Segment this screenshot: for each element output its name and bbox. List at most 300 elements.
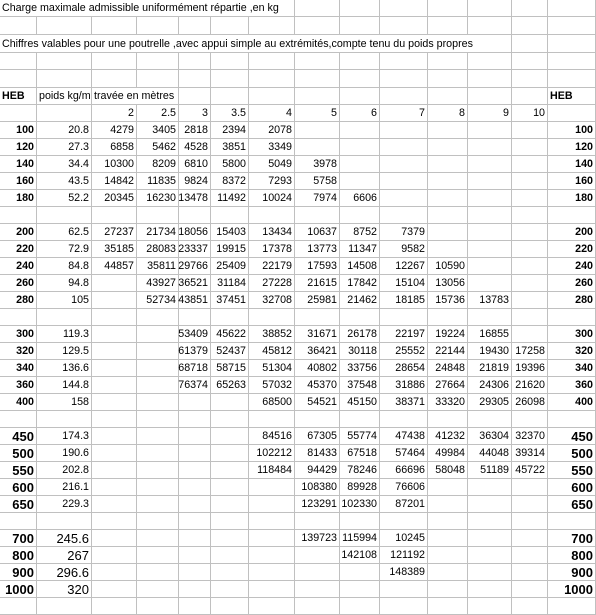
empty-cell[interactable] xyxy=(548,513,596,530)
empty-cell[interactable] xyxy=(179,70,211,88)
heb-label-right[interactable]: 400 xyxy=(548,394,596,411)
empty-cell[interactable] xyxy=(512,224,548,241)
empty-cell[interactable] xyxy=(468,139,512,156)
empty-cell[interactable] xyxy=(340,122,380,139)
heb-label-left[interactable]: 140 xyxy=(0,156,37,173)
empty-cell[interactable] xyxy=(92,462,137,479)
load-cell[interactable]: 22144 xyxy=(428,343,468,360)
load-cell[interactable]: 28083 xyxy=(137,241,179,258)
empty-cell[interactable] xyxy=(295,598,340,615)
empty-cell[interactable] xyxy=(295,309,340,326)
empty-cell[interactable] xyxy=(137,207,179,224)
heb-label-left[interactable]: 200 xyxy=(0,224,37,241)
empty-cell[interactable] xyxy=(211,309,249,326)
heb-label-right[interactable]: 340 xyxy=(548,360,596,377)
empty-cell[interactable] xyxy=(0,411,37,428)
load-cell[interactable]: 43927 xyxy=(137,275,179,292)
empty-cell[interactable] xyxy=(512,241,548,258)
sheet-title[interactable]: Charge maximale admissible uniformément répartie ,en kg xyxy=(0,0,295,17)
empty-cell[interactable] xyxy=(295,207,340,224)
empty-cell[interactable] xyxy=(0,17,37,35)
empty-cell[interactable] xyxy=(179,53,211,70)
load-cell[interactable]: 36521 xyxy=(179,275,211,292)
empty-cell[interactable] xyxy=(249,598,295,615)
empty-cell[interactable] xyxy=(428,70,468,88)
heb-label-left[interactable]: 280 xyxy=(0,292,37,309)
heb-label-right[interactable]: 800 xyxy=(548,547,596,564)
empty-cell[interactable] xyxy=(37,598,92,615)
span-header[interactable]: 2.5 xyxy=(137,105,179,122)
empty-cell[interactable] xyxy=(92,530,137,547)
weight-cell[interactable]: 229.3 xyxy=(37,496,92,513)
load-cell[interactable]: 76374 xyxy=(179,377,211,394)
header-weight[interactable]: poids kg/m xyxy=(37,88,92,105)
empty-cell[interactable] xyxy=(428,173,468,190)
empty-cell[interactable] xyxy=(380,513,428,530)
empty-cell[interactable] xyxy=(211,513,249,530)
empty-cell[interactable] xyxy=(0,207,37,224)
weight-cell[interactable]: 43.5 xyxy=(37,173,92,190)
empty-cell[interactable] xyxy=(211,496,249,513)
empty-cell[interactable] xyxy=(548,411,596,428)
load-cell[interactable]: 27237 xyxy=(92,224,137,241)
empty-cell[interactable] xyxy=(380,70,428,88)
load-cell[interactable]: 21615 xyxy=(295,275,340,292)
empty-cell[interactable] xyxy=(468,275,512,292)
load-cell[interactable]: 40802 xyxy=(295,360,340,377)
empty-cell[interactable] xyxy=(428,309,468,326)
load-cell[interactable]: 22179 xyxy=(249,258,295,275)
load-cell[interactable]: 45812 xyxy=(249,343,295,360)
heb-label-right[interactable]: 500 xyxy=(548,445,596,462)
load-cell[interactable]: 31886 xyxy=(380,377,428,394)
load-cell[interactable]: 68500 xyxy=(249,394,295,411)
empty-cell[interactable] xyxy=(179,496,211,513)
empty-cell[interactable] xyxy=(92,513,137,530)
load-cell[interactable]: 5049 xyxy=(249,156,295,173)
load-cell[interactable]: 4528 xyxy=(179,139,211,156)
empty-cell[interactable] xyxy=(512,547,548,564)
empty-cell[interactable] xyxy=(92,496,137,513)
weight-cell[interactable]: 245.6 xyxy=(37,530,92,547)
heb-label-left[interactable]: 1000 xyxy=(0,581,37,598)
empty-cell[interactable] xyxy=(92,275,137,292)
empty-cell[interactable] xyxy=(340,53,380,70)
empty-cell[interactable] xyxy=(92,326,137,343)
load-cell[interactable]: 13056 xyxy=(428,275,468,292)
empty-cell[interactable] xyxy=(512,496,548,513)
heb-label-left[interactable]: 650 xyxy=(0,496,37,513)
empty-cell[interactable] xyxy=(249,581,295,598)
empty-cell[interactable] xyxy=(0,70,37,88)
empty-cell[interactable] xyxy=(92,343,137,360)
load-cell[interactable]: 3851 xyxy=(211,139,249,156)
empty-cell[interactable] xyxy=(428,122,468,139)
empty-cell[interactable] xyxy=(468,88,512,105)
empty-cell[interactable] xyxy=(137,377,179,394)
empty-cell[interactable] xyxy=(512,581,548,598)
load-cell[interactable]: 58048 xyxy=(428,462,468,479)
load-cell[interactable]: 5462 xyxy=(137,139,179,156)
weight-cell[interactable]: 216.1 xyxy=(37,479,92,496)
empty-cell[interactable] xyxy=(179,581,211,598)
empty-cell[interactable] xyxy=(468,0,512,17)
weight-cell[interactable]: 84.8 xyxy=(37,258,92,275)
empty-cell[interactable] xyxy=(380,411,428,428)
empty-cell[interactable] xyxy=(512,411,548,428)
heb-label-left[interactable]: 360 xyxy=(0,377,37,394)
empty-cell[interactable] xyxy=(211,598,249,615)
empty-cell[interactable] xyxy=(295,139,340,156)
heb-label-right[interactable]: 600 xyxy=(548,479,596,496)
empty-cell[interactable] xyxy=(512,292,548,309)
load-cell[interactable]: 9824 xyxy=(179,173,211,190)
load-cell[interactable]: 53409 xyxy=(179,326,211,343)
empty-cell[interactable] xyxy=(0,309,37,326)
empty-cell[interactable] xyxy=(249,53,295,70)
load-cell[interactable]: 36304 xyxy=(468,428,512,445)
empty-cell[interactable] xyxy=(468,70,512,88)
empty-cell[interactable] xyxy=(428,207,468,224)
empty-cell[interactable] xyxy=(249,479,295,496)
heb-label-left[interactable]: 900 xyxy=(0,564,37,581)
load-cell[interactable]: 52437 xyxy=(211,343,249,360)
empty-cell[interactable] xyxy=(179,462,211,479)
empty-cell[interactable] xyxy=(468,173,512,190)
heb-label-right[interactable]: 700 xyxy=(548,530,596,547)
load-cell[interactable]: 121192 xyxy=(380,547,428,564)
load-cell[interactable]: 61379 xyxy=(179,343,211,360)
load-cell[interactable]: 142108 xyxy=(340,547,380,564)
load-cell[interactable]: 33756 xyxy=(340,360,380,377)
load-cell[interactable]: 6810 xyxy=(179,156,211,173)
empty-cell[interactable] xyxy=(0,105,37,122)
heb-label-left[interactable]: 600 xyxy=(0,479,37,496)
load-cell[interactable]: 25552 xyxy=(380,343,428,360)
empty-cell[interactable] xyxy=(468,224,512,241)
load-cell[interactable]: 16230 xyxy=(137,190,179,207)
empty-cell[interactable] xyxy=(137,17,179,35)
load-cell[interactable]: 3405 xyxy=(137,122,179,139)
heb-label-left[interactable]: 160 xyxy=(0,173,37,190)
empty-cell[interactable] xyxy=(548,17,596,35)
load-cell[interactable]: 14508 xyxy=(340,258,380,275)
empty-cell[interactable] xyxy=(92,428,137,445)
empty-cell[interactable] xyxy=(428,513,468,530)
load-cell[interactable]: 68718 xyxy=(179,360,211,377)
empty-cell[interactable] xyxy=(137,462,179,479)
empty-cell[interactable] xyxy=(380,0,428,17)
load-cell[interactable]: 35185 xyxy=(92,241,137,258)
empty-cell[interactable] xyxy=(468,17,512,35)
load-cell[interactable]: 25409 xyxy=(211,258,249,275)
empty-cell[interactable] xyxy=(340,513,380,530)
load-cell[interactable]: 26098 xyxy=(512,394,548,411)
load-cell[interactable]: 45370 xyxy=(295,377,340,394)
empty-cell[interactable] xyxy=(92,581,137,598)
empty-cell[interactable] xyxy=(92,292,137,309)
empty-cell[interactable] xyxy=(92,17,137,35)
empty-cell[interactable] xyxy=(468,598,512,615)
empty-cell[interactable] xyxy=(512,17,548,35)
load-cell[interactable]: 4279 xyxy=(92,122,137,139)
empty-cell[interactable] xyxy=(340,207,380,224)
empty-cell[interactable] xyxy=(380,581,428,598)
load-cell[interactable]: 30118 xyxy=(340,343,380,360)
empty-cell[interactable] xyxy=(512,156,548,173)
empty-cell[interactable] xyxy=(468,496,512,513)
heb-label-right[interactable]: 260 xyxy=(548,275,596,292)
span-header[interactable]: 2 xyxy=(92,105,137,122)
empty-cell[interactable] xyxy=(380,598,428,615)
load-cell[interactable]: 148389 xyxy=(380,564,428,581)
weight-cell[interactable]: 94.8 xyxy=(37,275,92,292)
heb-label-left[interactable]: 450 xyxy=(0,428,37,445)
load-cell[interactable]: 27228 xyxy=(249,275,295,292)
load-cell[interactable]: 102212 xyxy=(249,445,295,462)
heb-label-left[interactable]: 500 xyxy=(0,445,37,462)
heb-label-left[interactable]: 120 xyxy=(0,139,37,156)
load-cell[interactable]: 19430 xyxy=(468,343,512,360)
heb-label-right[interactable]: 650 xyxy=(548,496,596,513)
weight-cell[interactable]: 136.6 xyxy=(37,360,92,377)
empty-cell[interactable] xyxy=(211,564,249,581)
empty-cell[interactable] xyxy=(249,411,295,428)
heb-label-right[interactable]: 450 xyxy=(548,428,596,445)
weight-cell[interactable]: 158 xyxy=(37,394,92,411)
heb-label-right[interactable]: 360 xyxy=(548,377,596,394)
empty-cell[interactable] xyxy=(468,190,512,207)
load-cell[interactable]: 41232 xyxy=(428,428,468,445)
empty-cell[interactable] xyxy=(179,394,211,411)
empty-cell[interactable] xyxy=(137,496,179,513)
load-cell[interactable]: 76606 xyxy=(380,479,428,496)
empty-cell[interactable] xyxy=(512,207,548,224)
load-cell[interactable]: 33320 xyxy=(428,394,468,411)
empty-cell[interactable] xyxy=(380,17,428,35)
load-cell[interactable]: 36421 xyxy=(295,343,340,360)
load-cell[interactable]: 54521 xyxy=(295,394,340,411)
span-header[interactable]: 5 xyxy=(295,105,340,122)
empty-cell[interactable] xyxy=(380,122,428,139)
empty-cell[interactable] xyxy=(137,360,179,377)
empty-cell[interactable] xyxy=(512,513,548,530)
empty-cell[interactable] xyxy=(428,0,468,17)
empty-cell[interactable] xyxy=(37,53,92,70)
empty-cell[interactable] xyxy=(179,530,211,547)
empty-cell[interactable] xyxy=(179,479,211,496)
load-cell[interactable]: 8372 xyxy=(211,173,249,190)
span-header[interactable]: 9 xyxy=(468,105,512,122)
empty-cell[interactable] xyxy=(428,581,468,598)
empty-cell[interactable] xyxy=(137,326,179,343)
load-cell[interactable]: 10024 xyxy=(249,190,295,207)
empty-cell[interactable] xyxy=(428,564,468,581)
empty-cell[interactable] xyxy=(137,53,179,70)
empty-cell[interactable] xyxy=(512,190,548,207)
load-cell[interactable]: 13773 xyxy=(295,241,340,258)
load-cell[interactable]: 39314 xyxy=(512,445,548,462)
span-header[interactable]: 7 xyxy=(380,105,428,122)
empty-cell[interactable] xyxy=(468,530,512,547)
load-cell[interactable]: 32370 xyxy=(512,428,548,445)
empty-cell[interactable] xyxy=(179,309,211,326)
load-cell[interactable]: 16855 xyxy=(468,326,512,343)
empty-cell[interactable] xyxy=(137,513,179,530)
empty-cell[interactable] xyxy=(37,17,92,35)
empty-cell[interactable] xyxy=(428,156,468,173)
empty-cell[interactable] xyxy=(137,70,179,88)
empty-cell[interactable] xyxy=(249,70,295,88)
empty-cell[interactable] xyxy=(512,70,548,88)
heb-label-left[interactable]: 550 xyxy=(0,462,37,479)
heb-label-right[interactable]: 160 xyxy=(548,173,596,190)
load-cell[interactable]: 7379 xyxy=(380,224,428,241)
heb-label-right[interactable]: 280 xyxy=(548,292,596,309)
empty-cell[interactable] xyxy=(468,258,512,275)
empty-cell[interactable] xyxy=(92,411,137,428)
empty-cell[interactable] xyxy=(468,207,512,224)
empty-cell[interactable] xyxy=(137,411,179,428)
load-cell[interactable]: 52734 xyxy=(137,292,179,309)
empty-cell[interactable] xyxy=(512,0,548,17)
weight-cell[interactable]: 320 xyxy=(37,581,92,598)
empty-cell[interactable] xyxy=(340,411,380,428)
heb-label-right[interactable]: 120 xyxy=(548,139,596,156)
empty-cell[interactable] xyxy=(380,207,428,224)
empty-cell[interactable] xyxy=(512,275,548,292)
empty-cell[interactable] xyxy=(380,156,428,173)
load-cell[interactable]: 24306 xyxy=(468,377,512,394)
empty-cell[interactable] xyxy=(468,564,512,581)
empty-cell[interactable] xyxy=(512,173,548,190)
load-cell[interactable]: 15104 xyxy=(380,275,428,292)
load-cell[interactable]: 94429 xyxy=(295,462,340,479)
load-cell[interactable]: 17842 xyxy=(340,275,380,292)
span-header[interactable]: 8 xyxy=(428,105,468,122)
load-cell[interactable]: 11492 xyxy=(211,190,249,207)
empty-cell[interactable] xyxy=(468,156,512,173)
empty-cell[interactable] xyxy=(548,105,596,122)
load-cell[interactable]: 8209 xyxy=(137,156,179,173)
empty-cell[interactable] xyxy=(468,241,512,258)
empty-cell[interactable] xyxy=(92,309,137,326)
load-cell[interactable]: 108380 xyxy=(295,479,340,496)
load-cell[interactable]: 20345 xyxy=(92,190,137,207)
load-cell[interactable]: 10245 xyxy=(380,530,428,547)
load-cell[interactable]: 9582 xyxy=(380,241,428,258)
load-cell[interactable]: 45150 xyxy=(340,394,380,411)
heb-label-left[interactable]: 300 xyxy=(0,326,37,343)
load-cell[interactable]: 13783 xyxy=(468,292,512,309)
empty-cell[interactable] xyxy=(137,343,179,360)
empty-cell[interactable] xyxy=(295,122,340,139)
empty-cell[interactable] xyxy=(137,394,179,411)
empty-cell[interactable] xyxy=(249,530,295,547)
heb-label-left[interactable]: 320 xyxy=(0,343,37,360)
load-cell[interactable]: 19915 xyxy=(211,241,249,258)
load-cell[interactable]: 102330 xyxy=(340,496,380,513)
empty-cell[interactable] xyxy=(92,70,137,88)
empty-cell[interactable] xyxy=(468,411,512,428)
load-cell[interactable]: 21462 xyxy=(340,292,380,309)
load-cell[interactable]: 15736 xyxy=(428,292,468,309)
empty-cell[interactable] xyxy=(211,462,249,479)
load-cell[interactable]: 10637 xyxy=(295,224,340,241)
load-cell[interactable]: 65263 xyxy=(211,377,249,394)
empty-cell[interactable] xyxy=(380,190,428,207)
empty-cell[interactable] xyxy=(92,53,137,70)
empty-cell[interactable] xyxy=(211,394,249,411)
heb-label-left[interactable]: 180 xyxy=(0,190,37,207)
load-cell[interactable]: 57464 xyxy=(380,445,428,462)
load-cell[interactable]: 44048 xyxy=(468,445,512,462)
empty-cell[interactable] xyxy=(380,309,428,326)
empty-cell[interactable] xyxy=(428,53,468,70)
empty-cell[interactable] xyxy=(340,156,380,173)
load-cell[interactable]: 7293 xyxy=(249,173,295,190)
empty-cell[interactable] xyxy=(428,411,468,428)
load-cell[interactable]: 2078 xyxy=(249,122,295,139)
load-cell[interactable]: 37451 xyxy=(211,292,249,309)
weight-cell[interactable]: 119.3 xyxy=(37,326,92,343)
empty-cell[interactable] xyxy=(211,445,249,462)
empty-cell[interactable] xyxy=(428,598,468,615)
empty-cell[interactable] xyxy=(380,173,428,190)
load-cell[interactable]: 22197 xyxy=(380,326,428,343)
empty-cell[interactable] xyxy=(249,564,295,581)
empty-cell[interactable] xyxy=(295,88,340,105)
heb-label-left[interactable]: 800 xyxy=(0,547,37,564)
load-cell[interactable]: 10590 xyxy=(428,258,468,275)
empty-cell[interactable] xyxy=(179,445,211,462)
empty-cell[interactable] xyxy=(211,17,249,35)
load-cell[interactable]: 67518 xyxy=(340,445,380,462)
load-cell[interactable]: 123291 xyxy=(295,496,340,513)
load-cell[interactable]: 87201 xyxy=(380,496,428,513)
empty-cell[interactable] xyxy=(92,547,137,564)
load-cell[interactable]: 84516 xyxy=(249,428,295,445)
weight-cell[interactable]: 52.2 xyxy=(37,190,92,207)
load-cell[interactable]: 47438 xyxy=(380,428,428,445)
empty-cell[interactable] xyxy=(249,207,295,224)
empty-cell[interactable] xyxy=(249,547,295,564)
span-header[interactable]: 10 xyxy=(512,105,548,122)
weight-cell[interactable]: 190.6 xyxy=(37,445,92,462)
load-cell[interactable]: 18185 xyxy=(380,292,428,309)
header-heb-left[interactable]: HEB xyxy=(0,88,37,105)
load-cell[interactable]: 21819 xyxy=(468,360,512,377)
empty-cell[interactable] xyxy=(179,547,211,564)
empty-cell[interactable] xyxy=(295,513,340,530)
empty-cell[interactable] xyxy=(468,122,512,139)
load-cell[interactable]: 45622 xyxy=(211,326,249,343)
weight-cell[interactable]: 144.8 xyxy=(37,377,92,394)
empty-cell[interactable] xyxy=(137,581,179,598)
heb-label-left[interactable]: 340 xyxy=(0,360,37,377)
heb-label-right[interactable]: 900 xyxy=(548,564,596,581)
weight-cell[interactable]: 174.3 xyxy=(37,428,92,445)
empty-cell[interactable] xyxy=(37,105,92,122)
empty-cell[interactable] xyxy=(512,326,548,343)
empty-cell[interactable] xyxy=(428,241,468,258)
load-cell[interactable]: 37548 xyxy=(340,377,380,394)
header-heb-right[interactable]: HEB xyxy=(548,88,596,105)
sheet-note[interactable]: Chiffres valables pour une poutrelle ,avec appui simple au extrémités,compte tenu du poids propres xyxy=(0,35,512,53)
empty-cell[interactable] xyxy=(295,564,340,581)
empty-cell[interactable] xyxy=(137,547,179,564)
empty-cell[interactable] xyxy=(211,581,249,598)
